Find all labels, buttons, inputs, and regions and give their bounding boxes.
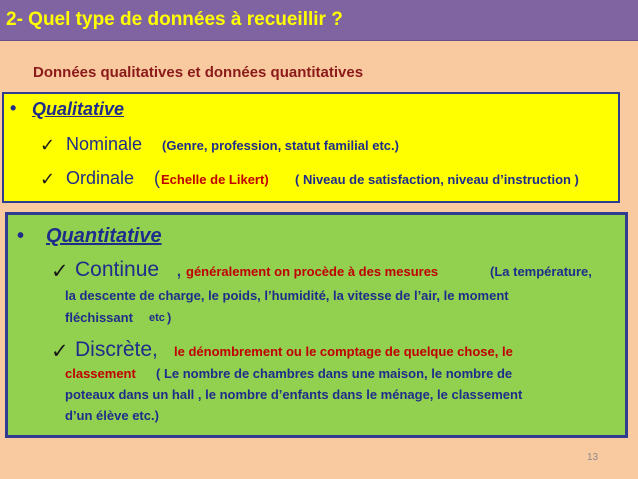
discrete-term: Discrète, (75, 338, 158, 361)
nominale-detail: (Genre, profession, statut familial etc.) (162, 138, 399, 153)
nominale-term: Nominale (66, 134, 143, 154)
check-icon: ✓ (40, 135, 56, 156)
continue-example-end-b: etc (149, 312, 165, 324)
ordinale-term: Ordinale (66, 168, 135, 188)
discrete-example-line: poteaux dans un hall , le nombre d’enfants dans le ménage, le classement (65, 387, 523, 402)
quantitative-heading: Quantitative (46, 225, 162, 247)
slide-subtitle: Données qualitatives et données quantitatives (33, 64, 364, 81)
ordinale-scale: Echelle de Likert) (161, 172, 269, 187)
continue-example-line: la descente de charge, le poids, l’humidité, la vitesse de l’air, le moment (65, 288, 509, 303)
page-number: 13 (587, 452, 599, 463)
ordinale-detail: ( Niveau de satisfaction, niveau d’instruction ) (295, 172, 579, 187)
discrete-classement: classement (65, 366, 136, 381)
slide-title: 2- Quel type de données à recueillir ? (6, 9, 343, 30)
quantitative-box (5, 212, 628, 438)
continue-example-start: (La température, (490, 264, 592, 279)
discrete-example-end: d’un élève etc.) (65, 408, 159, 423)
qualitative-bullet: • (10, 98, 17, 118)
discrete-desc: le dénombrement ou le comptage de quelque chose, le (174, 344, 513, 359)
continue-desc: généralement on procède à des mesures (186, 264, 439, 279)
continue-example-end-a: fléchissant (65, 310, 133, 325)
quantitative-bullet: • (17, 225, 25, 247)
continue-term: Continue (75, 258, 160, 281)
continue-example-end-c: ) (167, 310, 172, 325)
check-icon: ✓ (51, 259, 69, 283)
discrete-example-start: ( Le nombre de chambres dans une maison, le nombre de (156, 366, 513, 381)
qualitative-heading: Qualitative (32, 99, 125, 119)
check-icon: ✓ (51, 339, 69, 363)
qualitative-box (2, 92, 620, 203)
continue-sep: , (176, 258, 182, 281)
ordinale-paren: ( (154, 168, 160, 188)
check-icon: ✓ (40, 169, 56, 190)
title-bar (0, 0, 638, 41)
